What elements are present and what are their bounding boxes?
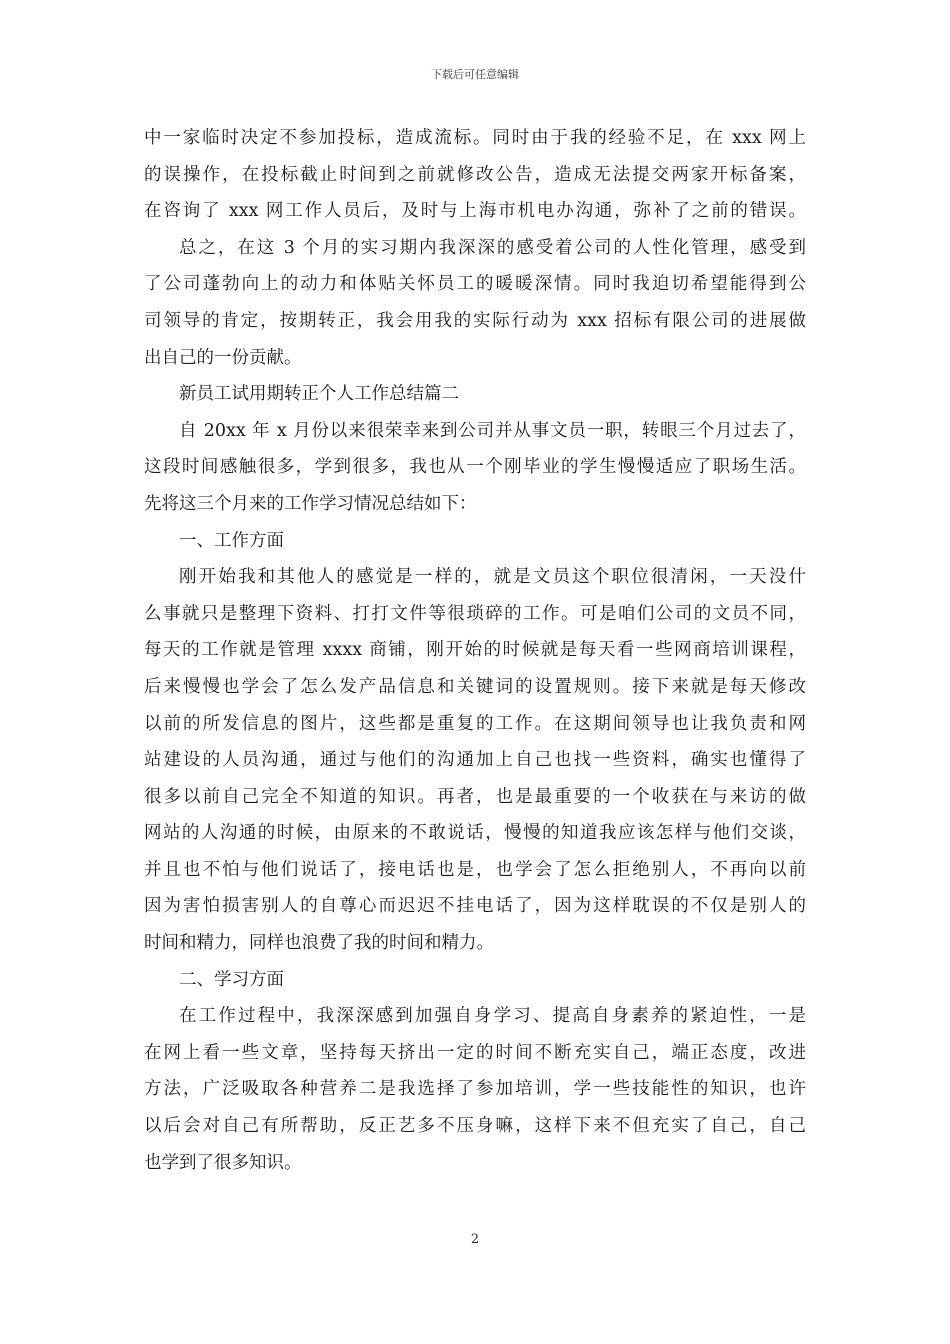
text-line: 后来慢慢也学会了怎么发产品信息和关键词的设置规则。接下来就是每天修改 bbox=[144, 676, 806, 697]
text-line: 在网上看一些文章，坚持每天挤出一定的时间不断充实自己，端正态度，改进 bbox=[144, 1042, 806, 1063]
text-line: 时间和精力，同样也浪费了我的时间和精力。 bbox=[144, 933, 494, 954]
text-line: 了公司蓬勃向上的动力和体贴关怀员工的暖暖深情。同时我迫切希望能得到公 bbox=[144, 274, 806, 295]
subsection-heading: 二、学习方面 bbox=[179, 969, 284, 990]
section-heading: 新员工试用期转正个人工作总结篇二 bbox=[179, 384, 459, 405]
text-line: 也学到了很多知识。 bbox=[144, 1152, 302, 1173]
text-line: 网站的人沟通的时候，由原来的不敢说话，慢慢的知道我应该怎样与他们交谈， bbox=[144, 823, 806, 844]
text-line: 总之，在这 3 个月的实习期内我深深的感受着公司的人性化管理，感受到 bbox=[179, 237, 806, 258]
text-line: 中一家临时决定不参加投标，造成流标。同时由于我的经验不足，在 xxx 网上 bbox=[144, 128, 806, 148]
text-line: 方法，广泛吸取各种营养二是我选择了参加培训，学一些技能性的知识，也许 bbox=[144, 1079, 806, 1100]
text-line: 在工作过程中，我深深感到加强自身学习、提高自身素养的紧迫性，一是 bbox=[179, 1006, 806, 1027]
text-line: 并且也不怕与他们说话了，接电话也是，也学会了怎么拒绝别人，不再向以前 bbox=[144, 859, 806, 880]
text-line: 很多以前自己完全不知道的知识。再者，也是最重要的一个收获在与来访的做 bbox=[144, 786, 806, 807]
document-body bbox=[144, 120, 806, 1181]
subsection-heading: 一、工作方面 bbox=[179, 530, 284, 551]
text-line: 每天的工作就是管理 xxxx 商铺，刚开始的时候就是每天看一些网商培训课程， bbox=[144, 640, 806, 661]
text-line: 出自己的一份贡献。 bbox=[144, 347, 302, 368]
text-line: 以前的所发信息的图片，这些都是重复的工作。在这期间领导也让我负责和网 bbox=[144, 713, 806, 734]
page-number: 2 bbox=[470, 1232, 480, 1247]
text-line: 自 20xx 年 x 月份以来很荣幸来到公司并从事文员一职，转眼三个月过去了， bbox=[179, 420, 806, 441]
text-line: 先将这三个月来的工作学习情况总结如下： bbox=[144, 493, 477, 514]
text-line: 这段时间感触很多，学到很多，我也从一个刚毕业的学生慢慢适应了职场生活。 bbox=[144, 457, 806, 478]
text-line: 因为害怕损害别人的自尊心而迟迟不挂电话了，因为这样耽误的不仅是别人的 bbox=[144, 896, 806, 917]
text-line: 的误操作，在投标截止时间到之前就修改公告，造成无法提交两家开标备案， bbox=[144, 164, 806, 185]
text-line: 司领导的肯定，按期转正，我会用我的实际行动为 xxx 招标有限公司的进展做 bbox=[144, 310, 806, 331]
page-header: 下载后可任意编辑 bbox=[431, 68, 519, 81]
text-line: 么事就只是整理下资料、打打文件等很琐碎的工作。可是咱们公司的文员不同， bbox=[144, 603, 806, 624]
text-line: 站建设的人员沟通，通过与他们的沟通加上自己也找一些资料，确实也懂得了 bbox=[144, 750, 806, 771]
text-line: 以后会对自己有所帮助，反正艺多不压身嘛，这样下来不但充实了自己，自己 bbox=[144, 1116, 806, 1137]
text-line: 刚开始我和其他人的感觉是一样的，就是文员这个职位很清闲，一天没什 bbox=[179, 567, 806, 588]
text-line: 在咨询了 xxx 网工作人员后，及时与上海市机电办沟通，弥补了之前的错误。 bbox=[144, 201, 806, 222]
